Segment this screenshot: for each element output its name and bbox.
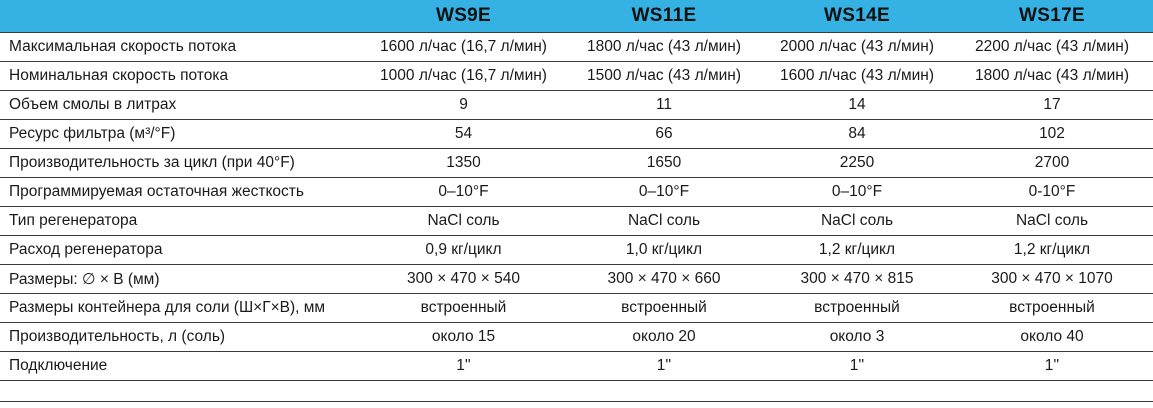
cell-value: 1000 л/час (16,7 л/мин) <box>362 62 565 91</box>
cell-value: 1650 <box>565 149 763 178</box>
cell-value: 2250 <box>763 149 951 178</box>
row-label: Производительность, л (соль) <box>0 323 362 352</box>
cell-value: 1350 <box>362 149 565 178</box>
row-label: Номинальная скорость потока <box>0 62 362 91</box>
cell-value: NaCl соль <box>565 207 763 236</box>
cell-value: около 20 <box>565 323 763 352</box>
table-row <box>0 33 1153 62</box>
row-label: Программируемая остаточная жесткость <box>0 178 362 207</box>
cell-value: встроенный <box>763 294 951 323</box>
header-blank-cell <box>0 0 362 33</box>
table-row <box>0 323 1153 352</box>
row-label: Размеры: ∅ × В (мм) <box>0 265 362 294</box>
cell-value: 300 × 470 × 660 <box>565 265 763 294</box>
cell-value: NaCl соль <box>763 207 951 236</box>
cell-value: 1800 л/час (43 л/мин) <box>951 62 1153 91</box>
row-label: Тип регенератора <box>0 207 362 236</box>
cell-value: 300 × 470 × 540 <box>362 265 565 294</box>
row-label: Производительность за цикл (при 40°F) <box>0 149 362 178</box>
cell-value: 1'' <box>763 352 951 381</box>
cell-value: 1,0 кг/цикл <box>565 236 763 265</box>
table-row <box>0 294 1153 323</box>
table-row <box>0 178 1153 207</box>
cell-value: 84 <box>763 120 951 149</box>
cell-value: 66 <box>565 120 763 149</box>
cell-value: 1'' <box>362 352 565 381</box>
cell-value: 14 <box>763 91 951 120</box>
table-row <box>0 207 1153 236</box>
spec-body <box>0 33 1153 381</box>
table-row <box>0 149 1153 178</box>
cell-value: 1,2 кг/цикл <box>763 236 951 265</box>
cell-value: 1500 л/час (43 л/мин) <box>565 62 763 91</box>
cell-value: 0-10°F <box>951 178 1153 207</box>
row-label: Максимальная скорость потока <box>0 33 362 62</box>
row-label: Ресурс фильтра (м³/°F) <box>0 120 362 149</box>
cell-value: 1800 л/час (43 л/мин) <box>565 33 763 62</box>
table-row <box>0 265 1153 294</box>
row-label: Размеры контейнера для соли (Ш×Г×В), мм <box>0 294 362 323</box>
cell-value: 2200 л/час (43 л/мин) <box>951 33 1153 62</box>
row-label: Подключение <box>0 352 362 381</box>
cell-value: 102 <box>951 120 1153 149</box>
cell-value: NaCl соль <box>362 207 565 236</box>
row-label: Расход регенератора <box>0 236 362 265</box>
cell-value: около 40 <box>951 323 1153 352</box>
header-row <box>0 0 1153 33</box>
cell-value: 0,9 кг/цикл <box>362 236 565 265</box>
cell-value: около 3 <box>763 323 951 352</box>
cell-value: 1'' <box>565 352 763 381</box>
cell-value: 1,2 кг/цикл <box>951 236 1153 265</box>
cell-value: 0–10°F <box>763 178 951 207</box>
cell-value: 2700 <box>951 149 1153 178</box>
cell-value: 300 × 470 × 815 <box>763 265 951 294</box>
cell-value: NaCl соль <box>951 207 1153 236</box>
cell-value: 1'' <box>951 352 1153 381</box>
table-row <box>0 236 1153 265</box>
bottom-rule <box>0 401 1153 402</box>
model-header-ws11e: WS11E <box>565 0 763 33</box>
cell-value: 54 <box>362 120 565 149</box>
cell-value: 1600 л/час (43 л/мин) <box>763 62 951 91</box>
model-header-ws9e: WS9E <box>362 0 565 33</box>
cell-value: встроенный <box>565 294 763 323</box>
cell-value: около 15 <box>362 323 565 352</box>
cell-value: 0–10°F <box>565 178 763 207</box>
table-row <box>0 120 1153 149</box>
table-row <box>0 352 1153 381</box>
table-row <box>0 91 1153 120</box>
row-label: Объем смолы в литрах <box>0 91 362 120</box>
cell-value: встроенный <box>362 294 565 323</box>
model-header-ws14e: WS14E <box>763 0 951 33</box>
cell-value: встроенный <box>951 294 1153 323</box>
table-row <box>0 62 1153 91</box>
model-header-ws17e: WS17E <box>951 0 1153 33</box>
cell-value: 11 <box>565 91 763 120</box>
cell-value: 2000 л/час (43 л/мин) <box>763 33 951 62</box>
cell-value: 0–10°F <box>362 178 565 207</box>
cell-value: 300 × 470 × 1070 <box>951 265 1153 294</box>
cell-value: 9 <box>362 91 565 120</box>
cell-value: 1600 л/час (16,7 л/мин) <box>362 33 565 62</box>
cell-value: 17 <box>951 91 1153 120</box>
